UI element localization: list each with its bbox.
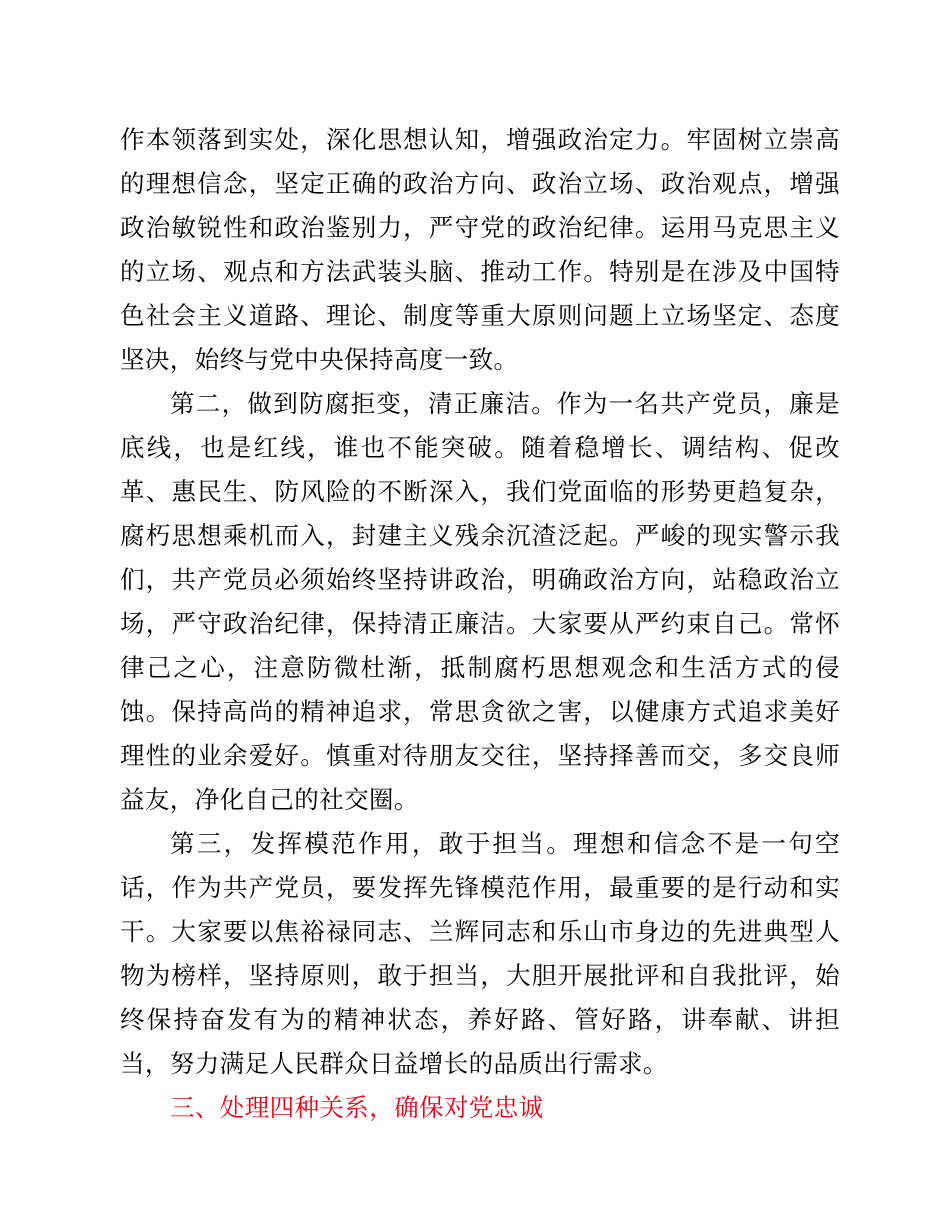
paragraph-2: 第二，做到防腐拒变，清正廉洁。作为一名共产党员，廉是底线，也是红线，谁也不能突破。随着稳增长、调结构、促改革、惠民生、防风险的不断深入，我们党面临的形势更趋复杂，腐朽思想乘机而入，封建主义残余沉渣泛起。严峻的现实警示我们，共产党员必须始终坚持讲政治，明确政治方向，站稳政治立场，严守政治纪律，保持清正廉洁。大家要从严约束自己。常怀律己之心，注意防微杜渐，抵制腐朽思想观念和生活方式的侵蚀。保持高尚的精神追求，常思贪欲之害，以健康方式追求美好理性的业余爱好。慎重对待朋友交往，坚持择善而交，多交良师益友，净化自己的社交圈。: [120, 389, 840, 814]
paragraph-1: 作本领落到实处，深化思想认知，增强政治定力。牢固树立崇高的理想信念，坚定正确的政治方向、政治立场、政治观点，增强政治敏锐性和政治鉴别力，严守党的政治纪律。运用马克思主义的立场、观点和方法武装头脑、推动工作。特别是在涉及中国特色社会主义道路、理论、制度等重大原则问题上立场坚定、态度坚决，始终与党中央保持高度一致。: [120, 125, 840, 374]
paragraph-3: 第三，发挥模范作用，敢于担当。理想和信念不是一句空话，作为共产党员，要发挥先锋模范作用，最重要的是行动和实干。大家要以焦裕禄同志、兰辉同志和乐山市身边的先进典型人物为榜样，坚持原则，敢于担当，大胆开展批评和自我批评，始终保持奋发有为的精神状态，养好路、管好路，讲奉献、讲担当，努力满足人民群众日益增长的品质出行需求。: [120, 829, 840, 1078]
section-heading: 三、处理四种关系，确保对党忠诚: [170, 1093, 544, 1122]
document-body: [120, 118, 840, 1130]
